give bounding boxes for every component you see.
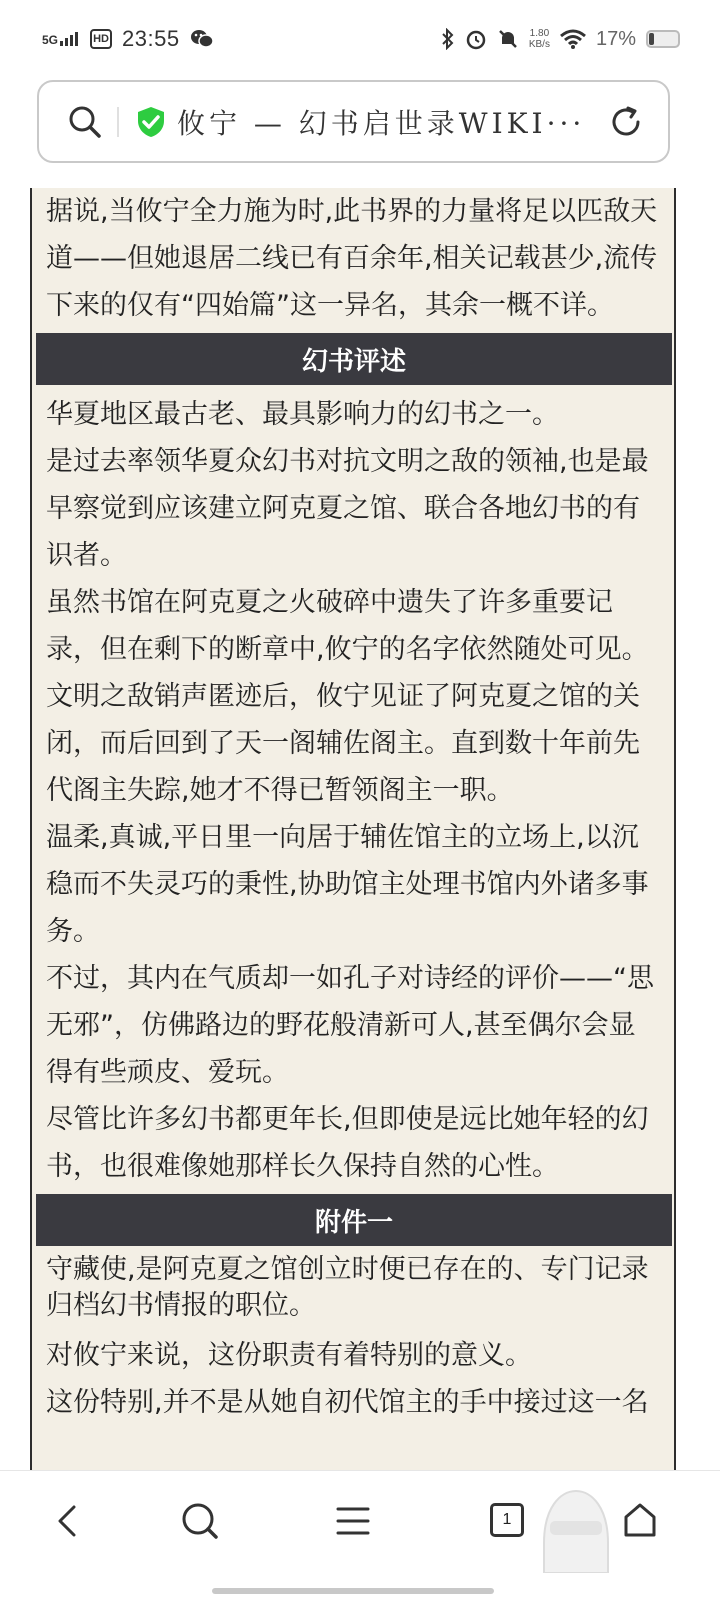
net-speed-unit: KB/s [528,39,550,50]
tabs-icon[interactable] [490,1503,524,1537]
section-attachment-body [32,1252,674,1426]
paragraph: 华夏地区最古老、最具影响力的幻书之一。 [46,399,559,430]
paragraph: 文明之敌销声匿迹后，攸宁见证了阿克夏之馆的关闭，而后回到了天一阁辅佐阁主。直到数十年前先代阁主失踪,她才不得已暂领阁主一职。 [46,681,640,806]
search-icon[interactable] [67,104,103,140]
intro-paragraph: 据说,当攸宁全力施为时,此书界的力量将足以匹敌天道——但她退居二线已有百余年,相关记载甚少,流传下来的仅有“四始篇”这一异名，其余一概不详。 [46,196,658,321]
home-icon[interactable] [620,1501,660,1541]
intro-block [32,188,674,329]
reload-icon[interactable] [608,104,644,140]
paragraph: 尽管比许多幻书都更年长,但即使是远比她年轻的幻书，也很难像她那样长久保持自然的心性。 [46,1104,649,1182]
article-frame [30,188,676,1470]
wechat-icon [190,28,214,50]
alarm-icon [465,28,487,50]
section-header-review [36,333,672,385]
battery-percent: 17% [595,27,636,50]
search-icon[interactable] [180,1501,220,1541]
divider [117,107,119,137]
paragraph: 对攸宁来说，这份职责有着特别的意义。 [46,1340,532,1371]
shield-check-icon [137,106,165,138]
network-type: 5G [42,33,59,47]
paragraph: 温柔,真诚,平日里一向居于辅佐馆主的立场上,以沉稳而不失灵巧的秉性,协助馆主处理书馆内外诸多事务。 [46,822,649,947]
status-right [441,28,680,51]
status-left [42,26,214,52]
home-indicator[interactable] [212,1588,494,1594]
page-title[interactable]: 攸宁 — 幻书启世录WIKI··· [177,106,586,140]
address-bar[interactable] [37,80,670,163]
net-speed-value: 1.80 [529,28,550,39]
net-speed [529,28,550,50]
tab-count: 1 [502,1511,512,1528]
paragraph: 不过，其内在气质却一如孔子对诗经的评价——“思无邪”，仿佛路边的野花般清新可人,甚至偶尔会显得有些顽皮、爱玩。 [46,963,654,1088]
paragraph: 守藏使,是阿克夏之馆创立时便已存在的、专门记录归档幻书情报的职位。 [46,1254,649,1321]
page-content[interactable] [0,188,720,1470]
back-icon[interactable] [50,1501,86,1541]
bottom-navigation [0,1470,720,1600]
mute-bell-icon [497,28,519,50]
section-title: 附件一 [314,1207,393,1238]
section-review-body [32,391,674,1190]
section-header-attachment [36,1194,672,1246]
clock: 23:55 [122,26,180,51]
battery-icon [646,30,680,48]
signal-indicator [42,32,80,46]
section-title: 幻书评述 [301,346,406,377]
hd-badge: HD [90,29,112,49]
paragraph: 虽然书馆在阿克夏之火破碎中遗失了许多重要记录，但在剩下的断章中,攸宁的名字依然随处可见。 [46,587,649,665]
wifi-icon [560,29,586,49]
bluetooth-icon [441,28,455,50]
signal-icon [60,32,80,46]
paragraph: 这份特别,并不是从她自初代馆主的手中接过这一名 [46,1387,649,1418]
mascot-icon[interactable] [536,1483,616,1573]
status-bar [0,0,720,78]
paragraph: 是过去率领华夏众幻书对抗文明之敌的领袖,也是最早察觉到应该建立阿克夏之馆、联合各地幻书的有识者。 [46,446,649,571]
menu-icon[interactable] [334,1501,372,1541]
